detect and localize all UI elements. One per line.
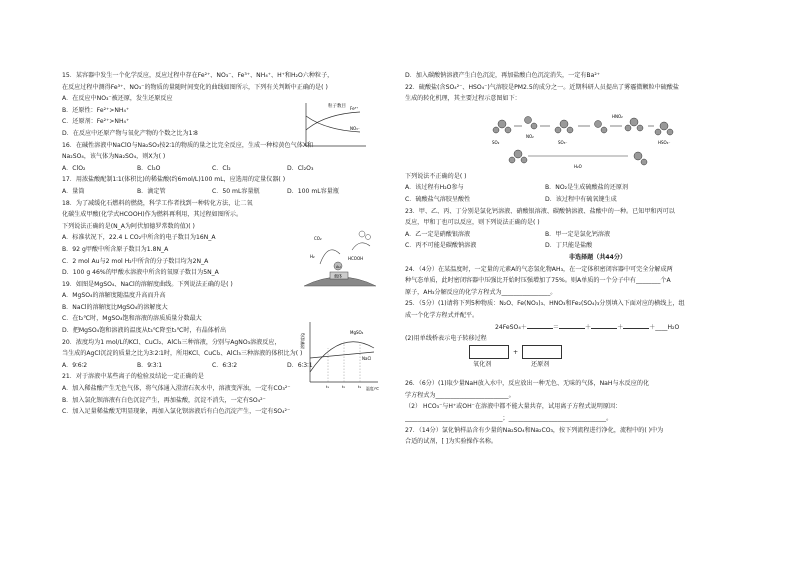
q22-label-so3: SO₃⁻ bbox=[558, 140, 568, 145]
equation-eq: ＝ bbox=[552, 323, 559, 331]
q22-label-hno2: HNO₂ bbox=[612, 114, 623, 119]
equation-lead: 24FeSO₄＋ bbox=[495, 323, 527, 331]
question-line: 27．（14分）氯化钠样品含有少量的Na₂SO₄和Na₂CO₃，按下列流程进行净化，流程中的( )中为 bbox=[405, 426, 664, 434]
option-a: C．丙不可能是碳酸钠溶液 bbox=[405, 242, 477, 250]
q19-solubility-chart bbox=[300, 318, 382, 392]
question-line: 反应，甲和丁也可以反应，则下列说法正确的是( ) bbox=[405, 219, 540, 227]
option-b: D．该过程中有硫氧键生成 bbox=[545, 195, 617, 203]
question-line: 化碳生成甲酸(化学式HCOOH)作为燃料再利用，其过程如图所示。 bbox=[62, 211, 243, 219]
section-heading: 非选择题（共44分） bbox=[568, 253, 627, 261]
q19-y-label: 溶解度/g bbox=[300, 333, 305, 349]
question-line: 19．如图是MgSO₄、NaCl的溶解度曲线。下列说法正确的是( ) bbox=[62, 280, 233, 288]
option-c: C．Cl₂ bbox=[212, 164, 231, 172]
question-line: 原子，AH₃分解反应的化学方程式为________________。 bbox=[405, 288, 557, 296]
options-row bbox=[62, 186, 447, 198]
redox-caption-row bbox=[405, 359, 790, 371]
question-line: 15．某容器中发生一个化学反应，反应过程中存在Fe²⁺、NO₃⁻、Fe³⁺、NH₄⁺、H⁺和H₂O六种粒子， bbox=[62, 72, 334, 79]
equation-blank bbox=[559, 322, 585, 329]
options-row bbox=[405, 240, 790, 252]
q19-tick-t1: t₁ bbox=[326, 384, 330, 389]
question-line: B．92 g甲酸中所含原子数目为1.8N_A bbox=[62, 245, 169, 253]
option-b: B．滴定管 bbox=[137, 187, 166, 195]
options-row bbox=[405, 229, 790, 241]
redox-labels-row bbox=[405, 345, 790, 359]
option-a: C．硫酸盐气溶胶呈酸性 bbox=[405, 195, 471, 203]
option-b: B．9∶3∶1 bbox=[137, 361, 163, 369]
reductant-box bbox=[522, 345, 562, 359]
question-line: 22．硫酸盐(含SO₄²⁻、HSO₄⁻)气溶胶是PM2.5的成分之一。近期科研人员提出了雾霾微颗粒中硫酸盐 bbox=[405, 83, 679, 91]
question-line: 23．甲、乙、丙、丁分别是氯化钙溶液、硝酸银溶液、碳酸钠溶液、盐酸中的一种。已知甲和丙可以 bbox=[405, 207, 675, 215]
question-line: 16．在碱性溶液中NaClO与Na₂SO₃按2∶1的物质的量之比完全反应，生成一种棕黄色气体X和 bbox=[62, 141, 314, 149]
question-line: 24．（4分）在某温度时，一定量的元素A的气态氢化物AH₃，在一定体积密闭容器中可完全分解成两 bbox=[405, 265, 673, 273]
question-line: （2） HCO₃⁻与H⁺或OH⁻在溶液中都不能大量共存，试用离子方程式说明原因： bbox=[405, 403, 622, 411]
question-line: C．2 mol Au与2 mol H₂中所含的分子数目均为2N_A bbox=[62, 257, 209, 265]
equation-plus: ＋ bbox=[617, 323, 624, 331]
q18-co2-label: CO₂ bbox=[314, 236, 322, 241]
q18-carrier-label: 载体 bbox=[334, 273, 342, 279]
q15-graph bbox=[300, 100, 370, 150]
option-d: D．100 mL容量瓶 bbox=[287, 187, 339, 195]
question-line: C．还原剂：Fe²⁺>NH₄⁺ bbox=[62, 118, 130, 126]
equation-blank bbox=[527, 322, 553, 329]
option-b: B．甲一定是氯化钙溶液 bbox=[545, 230, 611, 238]
option-d: D．Cl₂O₃ bbox=[287, 164, 314, 172]
question-line: ________________________________；________________________________。 bbox=[405, 415, 613, 423]
equation-plus: ＋ bbox=[584, 323, 592, 331]
option-b: B．NO₂是生成硫酸盐的还原剂 bbox=[545, 184, 629, 192]
option-b: D．丁只能是盐酸 bbox=[545, 242, 593, 250]
equation-tail: ＋____H₂O bbox=[649, 323, 680, 331]
question-line: 生成的转化机理，其主要过程示意图如下： bbox=[405, 95, 521, 103]
question-line: C．加入足量稀盐酸无明显现象，再加入氯化钡溶液后有白色沉淀产生，一定有SO₄²⁻ bbox=[62, 408, 291, 416]
q19-series-mgso4: MgSO₄ bbox=[350, 330, 364, 335]
question-line: 当生成的AgCl沉淀的质量之比为3∶2∶1时，所用KCl、CuCl₂、AlCl₃三种溶液的体积比为( ) bbox=[62, 350, 303, 358]
options-row bbox=[405, 182, 790, 194]
q15-graph-title: 粒子数目 bbox=[328, 104, 346, 109]
question-line: 26．（6分）(1)取少量NaH放入水中，反应放出一种无色、无味的气体，NaH与水反应的化 bbox=[405, 380, 650, 388]
oxidant-label: 氧化剂 bbox=[473, 360, 492, 368]
question-line: 合适的试剂，[ ]为实验操作名称。 bbox=[405, 438, 498, 446]
q18-diagram bbox=[300, 228, 380, 290]
question-line: 25．（5分）(1)请将下列5种物质：N₂O、Fe(NO₃)₃、HNO₃和Fe₂(SO₄)₃分别填入下面对应的横线上，组 bbox=[405, 300, 685, 308]
q22-label-no2: NO₂ bbox=[526, 134, 534, 139]
question-line: C．在t₂℃时，MgSO₄饱和溶液的溶质质量分数最大 bbox=[62, 315, 202, 323]
option-a: A．该过程有H₂O参与 bbox=[405, 184, 464, 192]
question-line: D．把MgSO₄饱和溶液的温度从t₃℃降至t₂℃时，有晶体析出 bbox=[62, 327, 227, 335]
equation-blank-line bbox=[405, 322, 790, 334]
question-line: 20．浓度均为1 mol/L的KCl、CuCl₂、AlCl₃三种溶液，分别与AgNO₃溶液反应， bbox=[62, 338, 281, 346]
question-line: A．在反应中NO₃⁻被还原，发生还原反应 bbox=[62, 95, 173, 103]
question-line: A．标准状况下，22.4 L CO₂中所含的电子数目为16N_A bbox=[62, 234, 216, 242]
q22-label-hso4: HSO₄⁻ bbox=[658, 140, 671, 145]
question-line: 种气态单质，此时密闭容器中压强比开始时压强增加了75%。则A单质的一个分子中有________个A bbox=[405, 277, 671, 285]
q15-curve-label-2: NO₃⁻ bbox=[350, 126, 360, 131]
question-line: (2)用单线桥表示电子转移过程 bbox=[405, 335, 487, 343]
question-line: 学方程式为________________________。 bbox=[405, 391, 515, 399]
question-line: 下列说法不正确的是( ) bbox=[405, 172, 467, 180]
q18-hcooh-label: HCOOH bbox=[348, 256, 364, 261]
oxidant-box bbox=[469, 345, 509, 359]
option-a: A．乙一定是硝酸银溶液 bbox=[405, 230, 471, 238]
q18-h2-label: H₂ bbox=[310, 254, 315, 259]
option-a: A．9∶6∶2 bbox=[62, 361, 88, 369]
question-line: D．100 g 46%的甲酸水溶液中所含的氧原子数目为5N_A bbox=[62, 269, 219, 277]
reductant-label: 还原剂 bbox=[531, 360, 550, 368]
question-line: 21．对于溶液中某些离子的检验及结论一定正确的是 bbox=[62, 373, 204, 381]
question-line: B．加入氯化钡溶液有白色沉淀产生，再加盐酸，沉淀不消失，一定有SO₄²⁻ bbox=[62, 396, 266, 404]
left-column bbox=[62, 70, 447, 418]
question-line: A．MgSO₄的溶解度随温度升高而升高 bbox=[62, 292, 166, 300]
question-line: B．还原性：Fe²⁺>NH₄⁺ bbox=[62, 106, 130, 114]
question-line: 在反应过程中测得Fe³⁺、NO₃⁻的物质的量随时间变化的曲线如图所示，下列有关判断中正确的是( ) bbox=[62, 83, 328, 91]
q15-curve-label-1: Fe³⁺ bbox=[350, 106, 359, 111]
q22-mechanism-diagram bbox=[488, 110, 688, 174]
q19-tick-t3: t₃ bbox=[358, 384, 362, 389]
options-row bbox=[62, 360, 447, 372]
equation-blank bbox=[623, 322, 649, 329]
q22-label-h2o: H₂O bbox=[574, 164, 582, 169]
options-row bbox=[405, 194, 790, 206]
question-line: 成一个化学方程式并配平。 bbox=[405, 311, 479, 319]
q19-series-nacl: NaCl bbox=[362, 356, 372, 361]
option-c: C．50 mL容量瓶 bbox=[212, 187, 260, 195]
option-d: D．6∶3∶1 bbox=[287, 361, 313, 369]
question-line: D．加入碳酸钠溶液产生白色沉淀，再加盐酸白色沉淀消失，一定有Ba²⁺ bbox=[405, 72, 600, 79]
options-row bbox=[62, 163, 447, 175]
equation-blank bbox=[591, 322, 617, 329]
question-line: B．NaCl的溶解度比MgSO₄的溶解度大 bbox=[62, 303, 168, 311]
option-a: A．ClO₂ bbox=[62, 164, 86, 172]
question-line: 17．用浓盐酸配制1∶1(体积比)的稀盐酸(约6mol/L)100 mL，应选用的定量仪器( ) bbox=[62, 176, 286, 184]
option-c: C．6∶3∶2 bbox=[212, 361, 238, 369]
q19-tick-t2: t₂ bbox=[342, 384, 346, 389]
question-line: D．在反应中还原产物与氧化产物的个数之比为1∶8 bbox=[62, 129, 198, 137]
question-line: 下列说法正确的是(N_A为阿伏加德罗常数的值)( ) bbox=[62, 222, 195, 230]
figure-spacer bbox=[405, 370, 790, 378]
q22-label-so2: SO₂ bbox=[492, 140, 500, 145]
option-a: A．量筒 bbox=[62, 187, 85, 195]
question-line: Na₂SO₄，该气体为Na₂SO₄，则X为( ) bbox=[62, 153, 166, 161]
q18-au-label: Au bbox=[336, 265, 341, 269]
question-line: A．加入稀盐酸产生无色气体，将气体通入澄清石灰水中，溶液变浑浊，一定有CO₃²⁻ bbox=[62, 385, 291, 393]
question-line: 18．为了减缓化石燃料的燃烧，科学工作者找到一种转化方法，让二氧 bbox=[62, 199, 253, 207]
q19-x-label: 温度/℃ bbox=[366, 386, 380, 391]
option-b: B．Cl₂O bbox=[137, 164, 161, 172]
plus-sign: + bbox=[513, 348, 519, 356]
